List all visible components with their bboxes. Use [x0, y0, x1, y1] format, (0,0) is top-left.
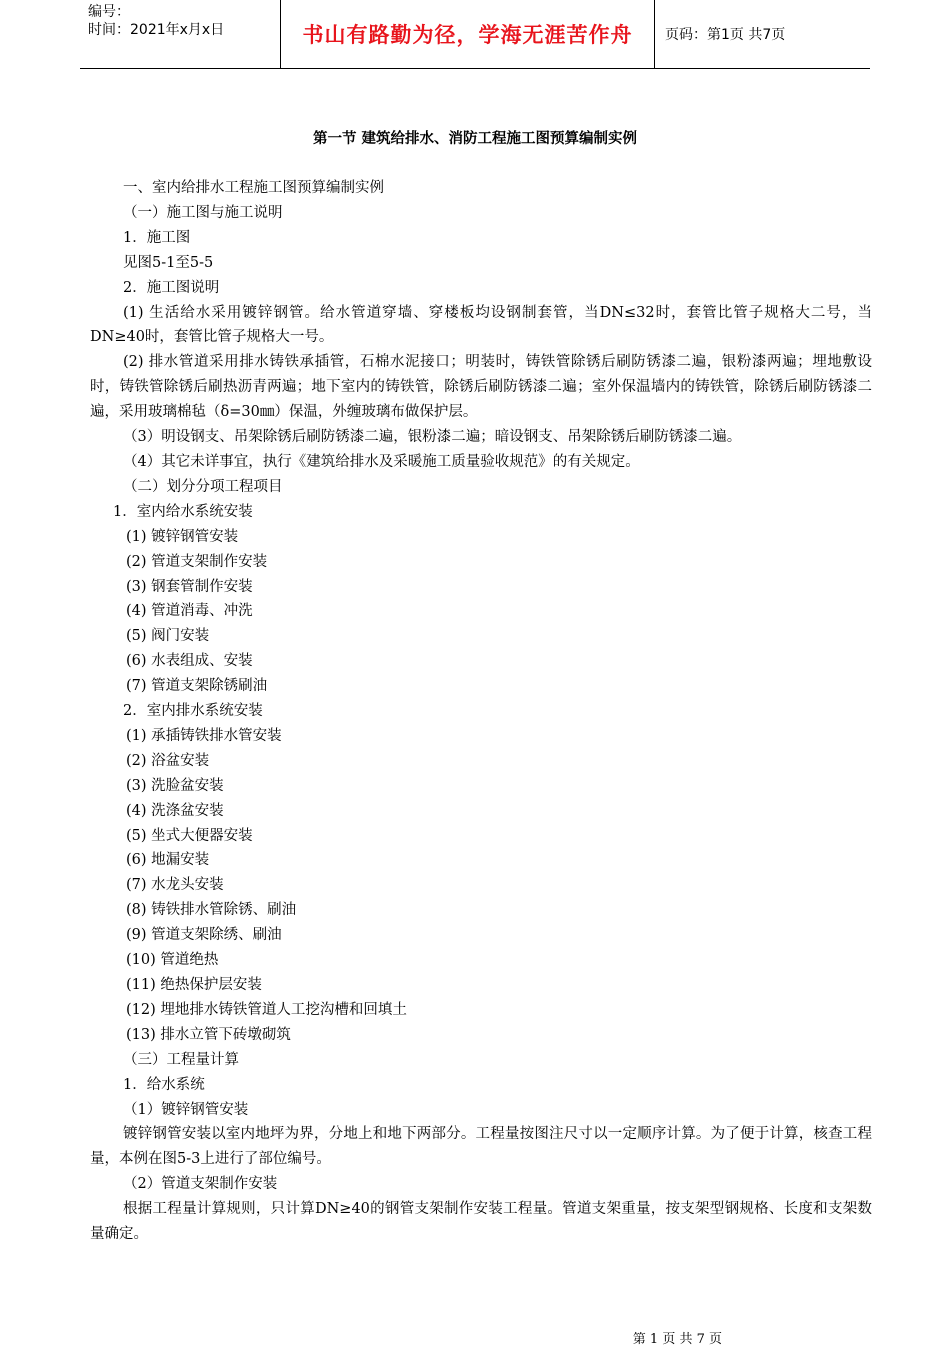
list-item: (12) 埋地排水铸铁管道人工挖沟槽和回填土: [126, 1001, 407, 1018]
heading-2: （三）工程量计算: [123, 1051, 239, 1068]
list-item: (6) 地漏安装: [126, 852, 210, 869]
doc-time-label: 时间：2021年x月x日: [88, 22, 225, 38]
doc-number-label: 编号：: [88, 4, 130, 20]
list-item: (9) 管道支架除绣、刷油: [126, 927, 282, 944]
paragraph: (1) 生活给水采用镀锌钢管。给水管道穿墙、穿楼板均设钢制套管，当DN≤32时，套管比管子规格大二号，当DN≥40时，套管比管子规格大一号。: [90, 304, 872, 346]
paragraph: 根据工程量计算规则，只计算DN≥40的钢管支架制作安装工程量。管道支架重量，按支架型钢规格、长度和支架数量确定。: [90, 1201, 872, 1243]
list-item: (4) 洗涤盆安装: [126, 802, 224, 819]
header-motto: 书山有路勤为径，学海无涯苦作舟: [302, 23, 633, 47]
page-footer: [0, 1328, 950, 1347]
heading-2: （二）划分分项工程项目: [123, 478, 283, 495]
list-item: (7) 水龙头安装: [126, 877, 224, 894]
list-item: (1) 镀锌钢管安装: [126, 528, 239, 545]
list-item: (8) 铸铁排水管除锈、刷油: [126, 902, 297, 919]
list-item: (2) 管道支架制作安装: [126, 553, 268, 570]
page-header: [80, 0, 870, 69]
heading-3: 2．施工图说明: [123, 279, 220, 296]
header-page-info: 页码：第1页 共7页: [665, 27, 786, 43]
heading-1: 一、室内给排水工程施工图预算编制实例: [123, 180, 384, 196]
paragraph: （3）明设钢支、吊架除锈后刷防锈漆二遍，银粉漆二遍；暗设钢支、吊架除锈后刷防锈漆二遍。: [123, 429, 742, 446]
list-item: (3) 洗脸盆安装: [126, 777, 224, 794]
header-motto-cell: [280, 0, 655, 68]
list-item: (5) 阀门安装: [126, 628, 210, 645]
document-body: [90, 176, 872, 1247]
paragraph: 见图5-1至5-5: [123, 254, 214, 271]
list-item: (4) 管道消毒、冲洗: [126, 603, 253, 620]
heading-3: 1．室内给水系统安装: [113, 503, 253, 520]
list-item: (13) 排水立管下砖墩砌筑: [126, 1026, 291, 1043]
paragraph: 镀锌钢管安装以室内地坪为界，分地上和地下两部分。工程量按图注尺寸以一定顺序计算。为了便于计算，核查工程量，本例在图5-3上进行了部位编号。: [90, 1126, 872, 1168]
list-item: (3) 钢套管制作安装: [126, 578, 253, 595]
heading-4: （1）镀锌钢管安装: [123, 1101, 249, 1118]
heading-3: 1．施工图: [123, 229, 191, 246]
list-item: (2) 浴盆安装: [126, 752, 210, 769]
list-item: (6) 水表组成、安装: [126, 653, 253, 670]
list-item: (11) 绝热保护层安装: [126, 977, 262, 993]
heading-3: 2．室内排水系统安装: [123, 703, 263, 720]
footer-page-number: 第 1 页 共 7 页: [632, 1332, 722, 1347]
heading-3: 1．给水系统: [123, 1076, 205, 1093]
heading-2: （一）施工图与施工说明: [123, 204, 283, 221]
header-meta: [80, 0, 280, 68]
list-item: (1) 承插铸铁排水管安装: [126, 727, 282, 744]
list-item: (5) 坐式大便器安装: [126, 827, 253, 844]
section-title: 第一节 建筑给排水、消防工程施工图预算编制实例: [312, 131, 638, 147]
heading-4: （2）管道支架制作安装: [123, 1176, 278, 1193]
paragraph: （4）其它未详事宜，执行《建筑给排水及采暖施工质量验收规范》的有关规定。: [123, 453, 640, 470]
list-item: (10) 管道绝热: [126, 952, 219, 969]
list-item: (7) 管道支架除锈刷油: [126, 678, 268, 695]
paragraph: (2) 排水管道采用排水铸铁承插管，石棉水泥接口；明装时，铸铁管除锈后刷防锈漆二遍，银粉漆两遍；埋地敷设时，铸铁管除锈后刷热沥青两遍；地下室内的铸铁管，除锈后刷防锈漆二遍；室外保温墙内的铸铁管，除锈后刷防锈漆二遍，采用玻璃棉毡（δ=30㎜）保温，外缠玻璃布做保护层。: [90, 354, 872, 421]
